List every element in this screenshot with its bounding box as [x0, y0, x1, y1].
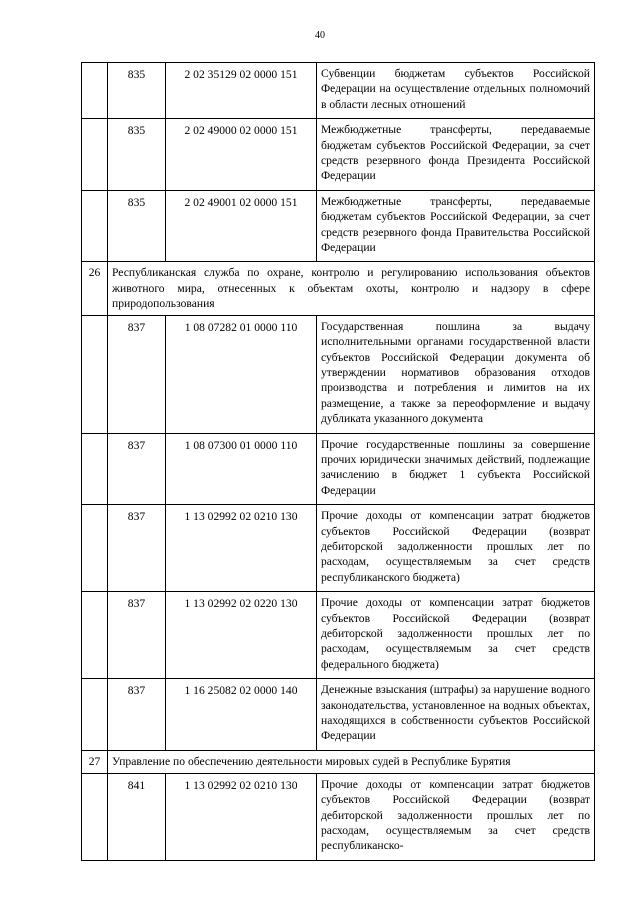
- admin-code-cell: 835: [108, 190, 166, 262]
- budget-code-cell: 1 13 02992 02 0210 130: [166, 773, 317, 860]
- admin-code-cell: 837: [108, 505, 166, 592]
- table-row: [82, 190, 595, 262]
- table-row: [82, 592, 595, 679]
- budget-code-cell: 1 13 02992 02 0210 130: [166, 505, 317, 592]
- income-name-cell: Прочие доходы от компенсации затрат бюджетов субъектов Российской Федерации (возврат дебиторской задолженности прошлых лет по расходам, осуществляемым за счет средств республиканского бюджета): [317, 505, 595, 592]
- income-name-cell: Прочие доходы от компенсации затрат бюджетов субъектов Российской Федерации (возврат дебиторской задолженности прошлых лет по расходам, осуществляемым за счет средств федерального бюджета): [317, 592, 595, 679]
- page-number: 40: [315, 30, 325, 41]
- section-row: [82, 750, 595, 773]
- admin-code-cell: 841: [108, 773, 166, 860]
- row-number-cell: [82, 119, 108, 191]
- row-number-cell: [82, 679, 108, 751]
- budget-code-cell: 2 02 49000 02 0000 151: [166, 119, 317, 191]
- section-title-cell: Управление по обеспечению деятельности мировых судей в Республике Бурятия: [108, 750, 595, 773]
- admin-code-cell: 837: [108, 592, 166, 679]
- admin-code-cell: 835: [108, 63, 166, 119]
- table-row: [82, 773, 595, 860]
- income-name-cell: Денежные взыскания (штрафы) за нарушение водного законодательства, установленное на водных объектах, находящихся в собственности субъектов Российской Федерации: [317, 679, 595, 751]
- row-number-cell: [82, 773, 108, 860]
- income-name-cell: Прочие государственные пошлины за совершение прочих юридически значимых действий, подлежащие зачислению в бюджет 1 субъекта Российской Федерации: [317, 433, 595, 505]
- income-name-cell: Межбюджетные трансферты, передаваемые бюджетам субъектов Российской Федерации, за счет средств резервного фонда Правительства Российской Федерации: [317, 190, 595, 262]
- budget-code-cell: 1 16 25082 02 0000 140: [166, 679, 317, 751]
- row-number-cell: [82, 505, 108, 592]
- row-number-cell: [82, 592, 108, 679]
- income-name-cell: Субвенции бюджетам субъектов Российской Федерации на осуществление отдельных полномочий в области лесных отношений: [317, 63, 595, 119]
- budget-code-cell: 1 08 07282 01 0000 110: [166, 315, 317, 433]
- table-row: [82, 433, 595, 505]
- section-title-cell: Республиканская служба по охране, контролю и регулированию использования объектов животного мира, отнесенных к объектам охоты, контролю и надзору в сфере природопользования: [108, 262, 595, 315]
- revenue-codes-table: [81, 62, 595, 861]
- income-name-cell: Государственная пошлина за выдачу исполнительными органами государственной власти субъектов Российской Федерации документа об утверждении нормативов образования отходов производства и потребления и лимитов на их размещение, а также за переоформление и выдачу дубликата указанного документа: [317, 315, 595, 433]
- admin-code-cell: 835: [108, 119, 166, 191]
- section-number-cell: 27: [82, 750, 108, 773]
- table-row: [82, 505, 595, 592]
- table-row: [82, 63, 595, 119]
- row-number-cell: [82, 315, 108, 433]
- income-name-cell: Прочие доходы от компенсации затрат бюджетов субъектов Российской Федерации (возврат дебиторской задолженности прошлых лет по расходам, осуществляемым за счет средств республиканско-: [317, 773, 595, 860]
- row-number-cell: [82, 190, 108, 262]
- budget-code-cell: 2 02 35129 02 0000 151: [166, 63, 317, 119]
- table-row: [82, 679, 595, 751]
- income-name-cell: Межбюджетные трансферты, передаваемые бюджетам субъектов Российской Федерации, за счет средств резервного фонда Президента Российской Федерации: [317, 119, 595, 191]
- admin-code-cell: 837: [108, 433, 166, 505]
- budget-code-cell: 2 02 49001 02 0000 151: [166, 190, 317, 262]
- admin-code-cell: 837: [108, 679, 166, 751]
- budget-code-cell: 1 13 02992 02 0220 130: [166, 592, 317, 679]
- table-row: [82, 315, 595, 433]
- table-row: [82, 119, 595, 191]
- admin-code-cell: 837: [108, 315, 166, 433]
- section-number-cell: 26: [82, 262, 108, 315]
- row-number-cell: [82, 433, 108, 505]
- budget-code-cell: 1 08 07300 01 0000 110: [166, 433, 317, 505]
- row-number-cell: [82, 63, 108, 119]
- section-row: [82, 262, 595, 315]
